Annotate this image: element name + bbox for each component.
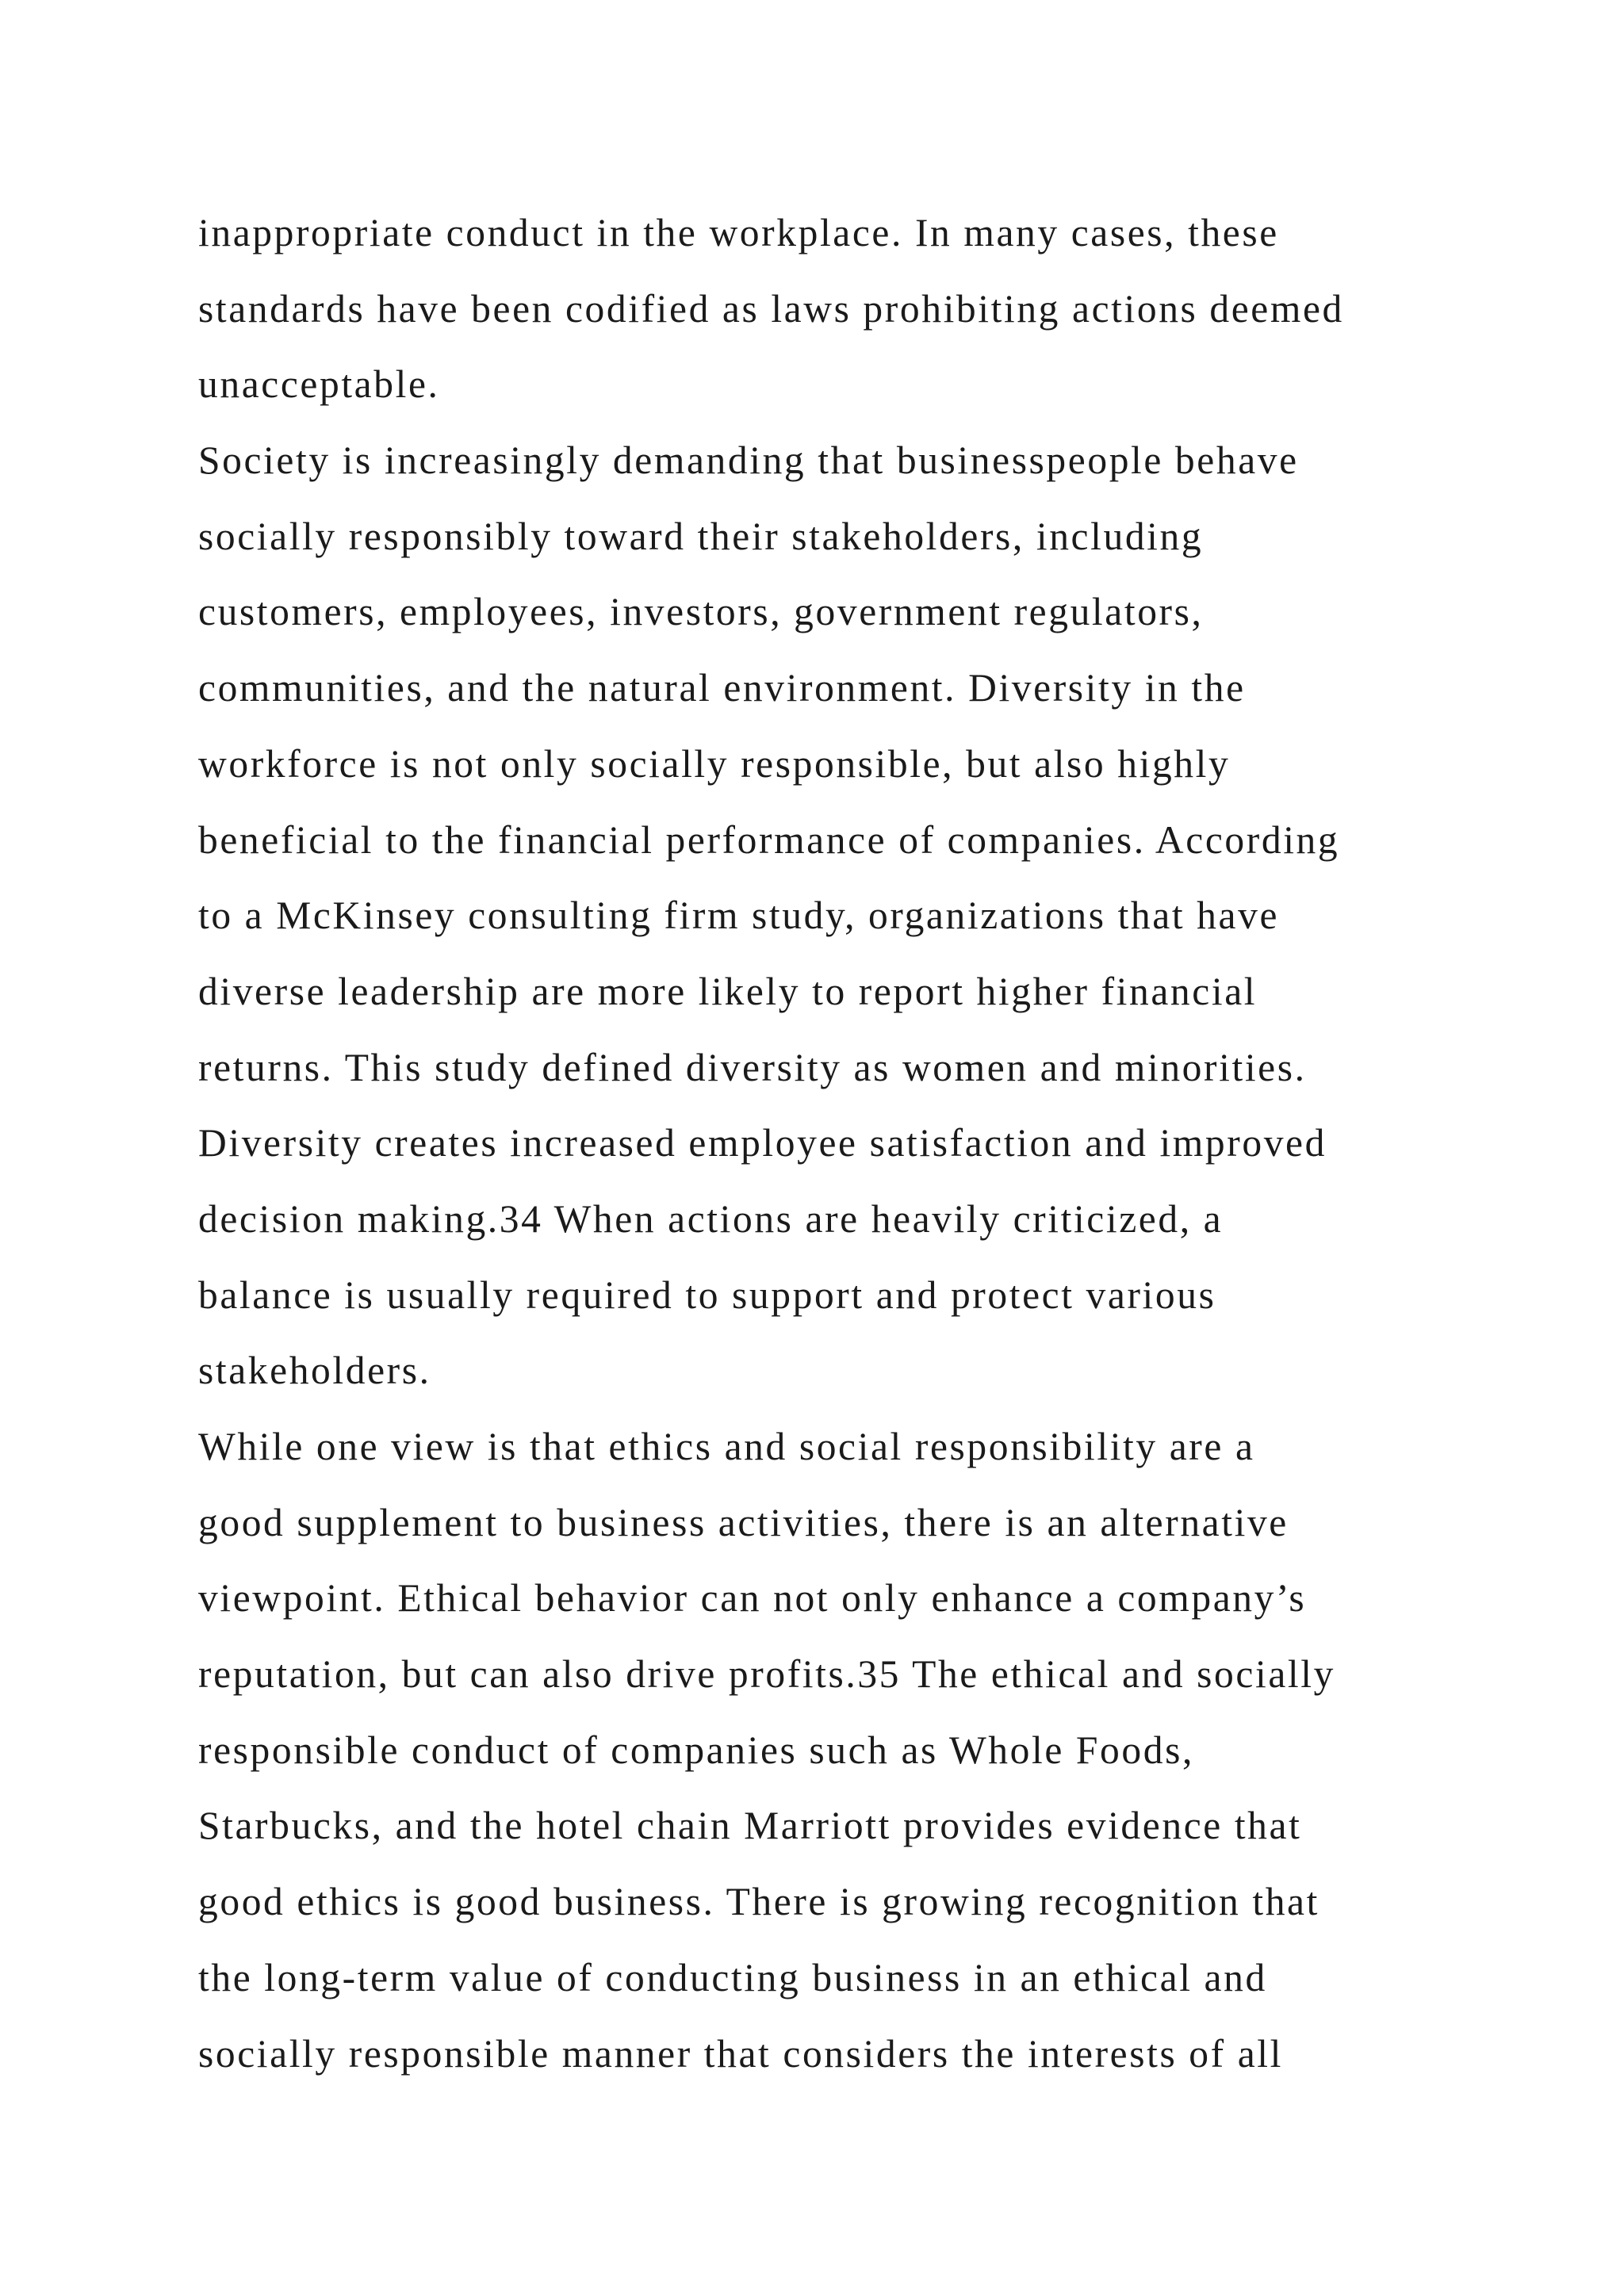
text-line: workforce is not only socially responsible, but also highly (198, 741, 1231, 786)
text-line: standards have been codified as laws prohibiting actions deemed (198, 286, 1344, 331)
text-line: good ethics is good business. There is growing recognition that (198, 1880, 1320, 1924)
text-line: inappropriate conduct in the workplace. In many cases, these (198, 211, 1279, 254)
text-line: unacceptable. (198, 362, 440, 407)
text-line: responsible conduct of companies such as Whole Foods, (198, 1728, 1194, 1772)
text-line: returns. This study defined diversity as women and minorities. (198, 1045, 1307, 1089)
body-text (198, 195, 1546, 2091)
text-line: Diversity creates increased employee satisfaction and improved (198, 1121, 1327, 1165)
text-line: beneficial to the financial performance of companies. According (198, 817, 1340, 862)
text-line: decision making.34 When actions are heavily criticized, a (198, 1196, 1224, 1241)
text-line: While one view is that ethics and social responsibility are a (198, 1425, 1255, 1468)
text-line: balance is usually required to support and protect various (198, 1272, 1216, 1317)
text-line: good supplement to business activities, there is an alternative (198, 1500, 1289, 1544)
text-line: diverse leadership are more likely to report higher financial (198, 969, 1258, 1013)
text-line: viewpoint. Ethical behavior can not only enhance a company’s (198, 1576, 1307, 1621)
text-line: Society is increasingly demanding that businesspeople behave (198, 438, 1299, 483)
text-line: Starbucks, and the hotel chain Marriott provides evidence that (198, 1804, 1302, 1848)
text-line: reputation, but can also drive profits.35 The ethical and socially (198, 1652, 1335, 1697)
text-line: to a McKinsey consulting firm study, organizations that have (198, 894, 1280, 938)
text-line: communities, and the natural environment. Diversity in the (198, 666, 1246, 710)
text-line: stakeholders. (198, 1349, 431, 1393)
text-line: customers, employees, investors, government regulators, (198, 590, 1204, 634)
text-line: socially responsible manner that considers the interests of all (198, 2031, 1283, 2076)
text-line: the long-term value of conducting business in an ethical and (198, 1955, 1267, 1999)
text-line: socially responsibly toward their stakeholders, including (198, 514, 1204, 558)
